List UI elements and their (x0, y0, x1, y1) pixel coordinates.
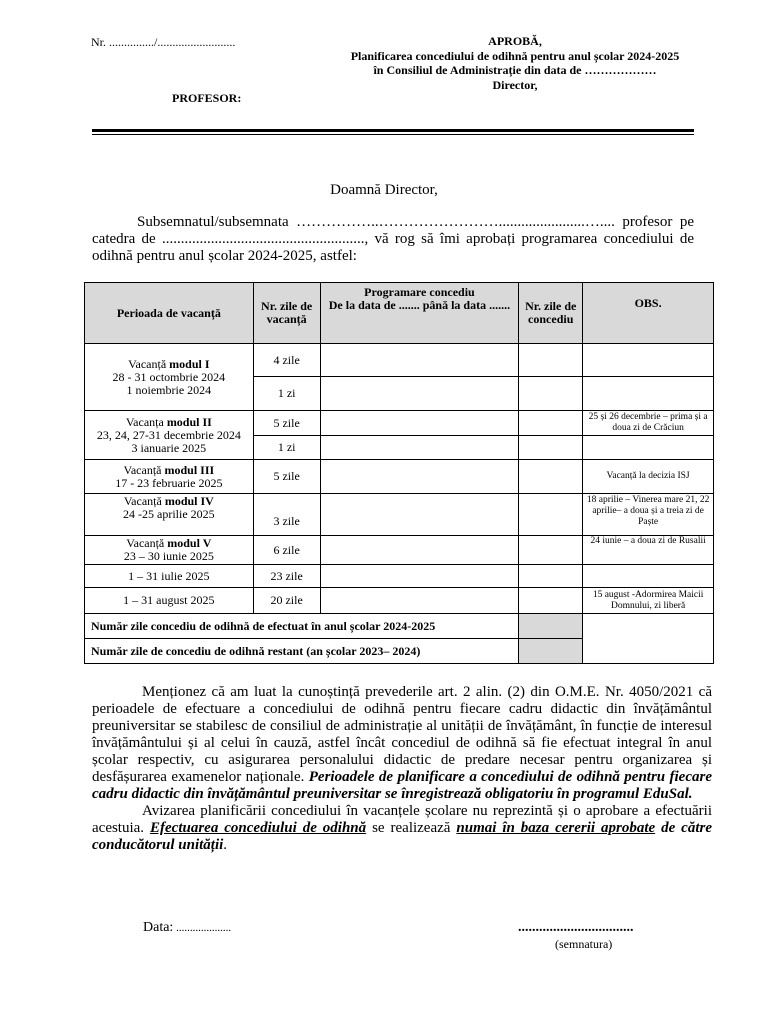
schedule-input-cell[interactable] (320, 494, 519, 536)
header-vacation-days: Nr. zile de vacanță (253, 283, 320, 344)
header-schedule-line-1: Programare concediu (364, 285, 475, 299)
header-schedule (320, 283, 519, 344)
header-period: Perioada de vacanță (85, 283, 254, 344)
approval-line-2: în Consiliul de Administrație din data de ……………… (373, 63, 657, 77)
schedule-input-cell[interactable] (320, 460, 519, 494)
leave-days-input-cell[interactable] (519, 436, 583, 460)
approval-line-3: Director, (492, 77, 538, 92)
period-august: 1 – 31 august 2025 (85, 588, 254, 614)
vacation-days-cell: 20 zile (253, 588, 320, 614)
period-module-4: Vacanță modul IV 24 -25 aprilie 2025 (85, 494, 254, 536)
summary-remaining-label: Număr zile de concediu de odihnă restant (an școlar 2023– 2024) (85, 639, 519, 664)
vacation-days-cell: 1 zi (253, 377, 320, 411)
paragraph-notice: Avizarea planificării concediului în vacanțele școlare nu reprezintă și o aprobare a efectuării acestuia. Efectuarea concediului de odihnă se realizează numai în baza cererii aprobate de către conducătorul unității. (92, 803, 713, 853)
period-module-5: Vacanță modul V 23 – 30 iunie 2025 (85, 536, 254, 565)
period-module-1: Vacanță modul I 28 - 31 octombrie 2024 1 noiembrie 2024 (85, 344, 254, 411)
body-text (92, 684, 712, 854)
approval-title: APROBĂ, (488, 34, 542, 48)
header-leave-days: Nr. zile de concediu (519, 283, 583, 344)
leave-days-input-cell[interactable] (519, 344, 583, 377)
header-obs: OBS. (583, 283, 714, 344)
schedule-input-cell[interactable] (320, 377, 519, 411)
vacation-days-cell: 1 zi (253, 436, 320, 460)
obs-cell (583, 344, 714, 377)
header-rule-thick (92, 129, 694, 132)
obs-cell (583, 377, 714, 411)
date-label: Data: (143, 920, 174, 935)
table-row (85, 494, 714, 536)
vacation-days-cell: 23 zile (253, 565, 320, 588)
table-row (85, 588, 714, 614)
table-header-row (85, 283, 714, 344)
leave-days-input-cell[interactable] (519, 494, 583, 536)
table-row (85, 344, 714, 377)
period-module-2: Vacanța modul II 23, 24, 27-31 decembrie 2024 3 ianuarie 2025 (85, 411, 254, 460)
leave-days-input-cell[interactable] (519, 536, 583, 565)
leave-days-input-cell[interactable] (519, 460, 583, 494)
schedule-input-cell[interactable] (320, 436, 519, 460)
obs-cell: 24 iunie – a doua zi de Rusalii (583, 536, 714, 565)
summary-total-label: Număr zile concediu de odihnă de efectuat în anul școlar 2024-2025 (85, 614, 519, 639)
signature-label: (semnatura) (555, 937, 613, 951)
summary-row-total (85, 614, 714, 639)
header-schedule-line-2: De la data de ....... până la data ....... (328, 298, 511, 312)
leave-days-input-cell[interactable] (519, 377, 583, 411)
approval-block (330, 34, 700, 92)
summary-obs (583, 614, 714, 664)
schedule-input-cell[interactable] (320, 536, 519, 565)
schedule-input-cell[interactable] (320, 411, 519, 436)
approval-line-1: Planificarea concediului de odihnă pentru anul școlar 2024-2025 (350, 48, 680, 63)
leave-days-input-cell[interactable] (519, 588, 583, 614)
profesor-label: PROFESOR: (172, 91, 242, 105)
intro-paragraph (92, 214, 694, 265)
vacation-days-cell: 3 zile (253, 494, 320, 536)
obs-cell: 18 aprilie – Vinerea mare 21, 22 aprilie– a doua și a treia zi de Paște (583, 494, 714, 536)
obs-cell: 15 august -Adormirea Maicii Domnului, zi liberă (583, 588, 714, 614)
leave-days-input-cell[interactable] (519, 565, 583, 588)
obs-cell (583, 565, 714, 588)
period-module-3: Vacanță modul III 17 - 23 februarie 2025 (85, 460, 254, 494)
leave-days-input-cell[interactable] (519, 411, 583, 436)
header-rule-thin (92, 134, 694, 135)
signature-field[interactable]: ................................. (518, 920, 634, 935)
vacation-days-cell: 5 zile (253, 411, 320, 436)
obs-cell (583, 436, 714, 460)
summary-total-value[interactable] (519, 614, 583, 639)
greeting: Doamnă Director, (330, 182, 438, 198)
date-field[interactable] (143, 920, 231, 936)
period-july: 1 – 31 iulie 2025 (85, 565, 254, 588)
table-row (85, 411, 714, 436)
vacation-days-cell: 5 zile (253, 460, 320, 494)
table-row (85, 565, 714, 588)
schedule-input-cell[interactable] (320, 588, 519, 614)
vacation-days-cell: 4 zile (253, 344, 320, 377)
date-dots: .................... (173, 922, 232, 934)
obs-cell: 25 și 26 decembrie – prima și a doua zi de Crăciun (583, 411, 714, 436)
schedule-input-cell[interactable] (320, 344, 519, 377)
table-row (85, 536, 714, 565)
obs-cell: Vacanță la decizia ISJ (583, 460, 714, 494)
table-row (85, 460, 714, 494)
intro-text: Subsemnatul/subsemnata ……………..…………………….......................….... profesor pe catedra de ......................................................, vă rog să îmi aprobați programarea concediului de odihnă pentru anul școlar 2024-2025, astfel: (92, 214, 694, 264)
vacation-days-cell: 6 zile (253, 536, 320, 565)
schedule-input-cell[interactable] (320, 565, 519, 588)
leave-schedule-table (84, 282, 714, 664)
document-number: Nr. .............../.......................... (91, 35, 236, 49)
paragraph-legal: Menționez că am luat la cunoștință prevederile art. 2 alin. (2) din O.M.E. Nr. 4050/2021 că perioadele de efectuare a concediului de odihnă pentru fiecare cadru didactic din învățământul preuniversitar se stabilesc de consiliul de administrație al unității de învățământ, în funcție de interesul învățământului și al celui în cauză, astfel încât concediul de odihnă să fie efectuat integral în anul școlar respectiv, cu asigurarea personalului didactic de predare necesar pentru organizarea și desfășurarea examenelor naționale. Perioadele de planificare a concediului de odihnă pentru fiecare cadru didactic din învățământul preuniversitar se înregistrează obligatoriu în programul EduSal. (92, 684, 712, 802)
edusal-notice: Perioadele de planificare a concediului de odihnă pentru fiecare cadru didactic din învățământul preuniversitar se înregistrează obligatoriu în programul EduSal. (92, 769, 712, 802)
summary-remaining-value[interactable] (519, 639, 583, 664)
